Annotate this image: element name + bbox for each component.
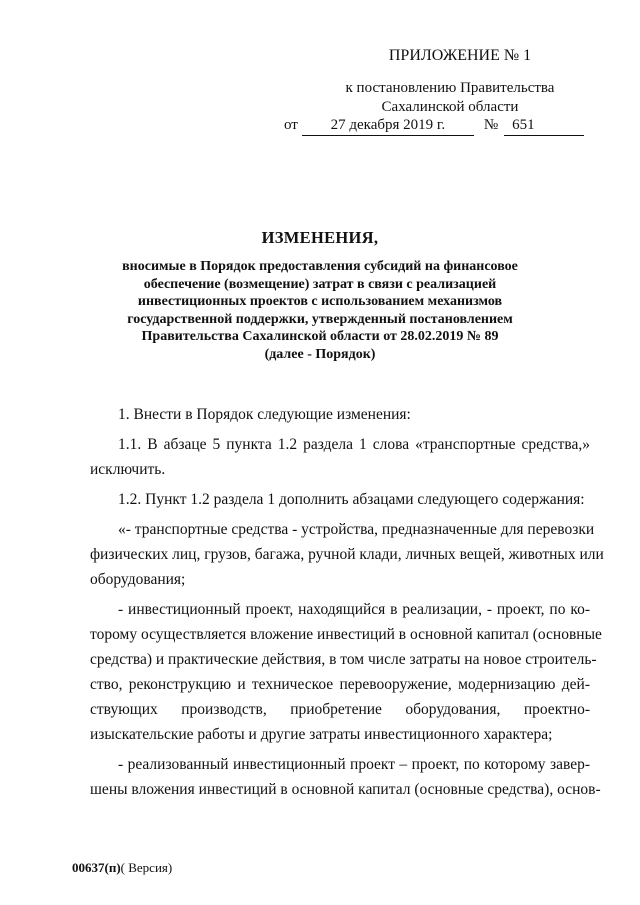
paragraph-realized-project: [90, 752, 601, 802]
number-label: №: [483, 117, 499, 133]
paragraph-investment-project: [90, 597, 602, 747]
paragraph-text: оборудования;: [90, 571, 186, 588]
paragraph-text: средства) и практические действия, в том числе затраты на новое строитель-: [90, 651, 597, 668]
paragraph-text: шены вложения инвестиций в основной капитал (основные средства), основ-: [90, 781, 601, 798]
paragraph-1-2: [90, 487, 590, 512]
paragraph-text: ство, реконструкцию и техническое перевооружение, модернизацию дей-: [90, 676, 590, 693]
heading-title: ИЗМЕНЕНИЯ,: [261, 228, 379, 247]
appendix-line-1: к постановлению Правительства: [345, 80, 555, 96]
appendix-date: 27 декабря 2019 г.: [302, 116, 474, 136]
document-code: 00637(п): [72, 860, 121, 875]
paragraph-text: 1. Внести в Порядок следующие изменения:: [118, 406, 411, 423]
appendix-title: ПРИЛОЖЕНИЕ № 1: [388, 47, 532, 64]
appendix-line-2: Сахалинской области: [381, 99, 519, 115]
paragraph-text: - реализованный инвестиционный проект – проект, по которому завер-: [118, 756, 590, 773]
paragraph-text: изыскательские работы и другие затраты инвестиционного характера;: [90, 726, 553, 743]
paragraph-transport: [90, 517, 604, 592]
paragraph-text: ствующих производств, приобретение оборудования, проектно-: [90, 701, 590, 718]
paragraph-text: - инвестиционный проект, находящийся в реализации, - проект, по ко-: [118, 601, 590, 618]
heading-line: вносимые в Порядок предоставления субсидий на финансовое: [122, 259, 518, 274]
document-heading: [100, 228, 540, 363]
heading-line: государственной поддержки, утвержденный постановлением: [127, 311, 513, 327]
from-label: от: [284, 117, 298, 133]
heading-line: Правительства Сахалинской области от 28.02.2019 № 89: [141, 329, 499, 344]
heading-line: обеспечение (возмещение) затрат в связи с реализацией: [143, 276, 497, 292]
document-footer: [72, 860, 172, 876]
appendix-date-row: [284, 116, 594, 136]
paragraph-text: 1.2. Пункт 1.2 раздела 1 дополнить абзацами следующего содержания:: [118, 491, 585, 508]
document-version: ( Версия): [120, 860, 173, 875]
paragraph-text: «- транспортные средства - устройства, предназначенные для перевозки: [118, 521, 595, 538]
appendix-number: 651: [504, 116, 584, 136]
heading-line: (далее - Порядок): [264, 346, 376, 362]
paragraph-text: физических лиц, грузов, багажа, ручной клади, личных вещей, животных или: [90, 546, 604, 563]
document-body: [90, 402, 604, 807]
paragraph-text: 1.1. В абзаце 5 пункта 1.2 раздела 1 слова «транспортные средства,»: [118, 436, 590, 453]
paragraph-text: исключить.: [90, 461, 166, 478]
paragraph-1-1: [90, 432, 590, 482]
appendix-block: [300, 46, 600, 117]
heading-line: инвестиционных проектов с использованием механизмов: [137, 294, 503, 309]
paragraph-text: торому осуществляется вложение инвестиций в основной капитал (основные: [90, 626, 602, 643]
paragraph-1: [90, 402, 590, 427]
